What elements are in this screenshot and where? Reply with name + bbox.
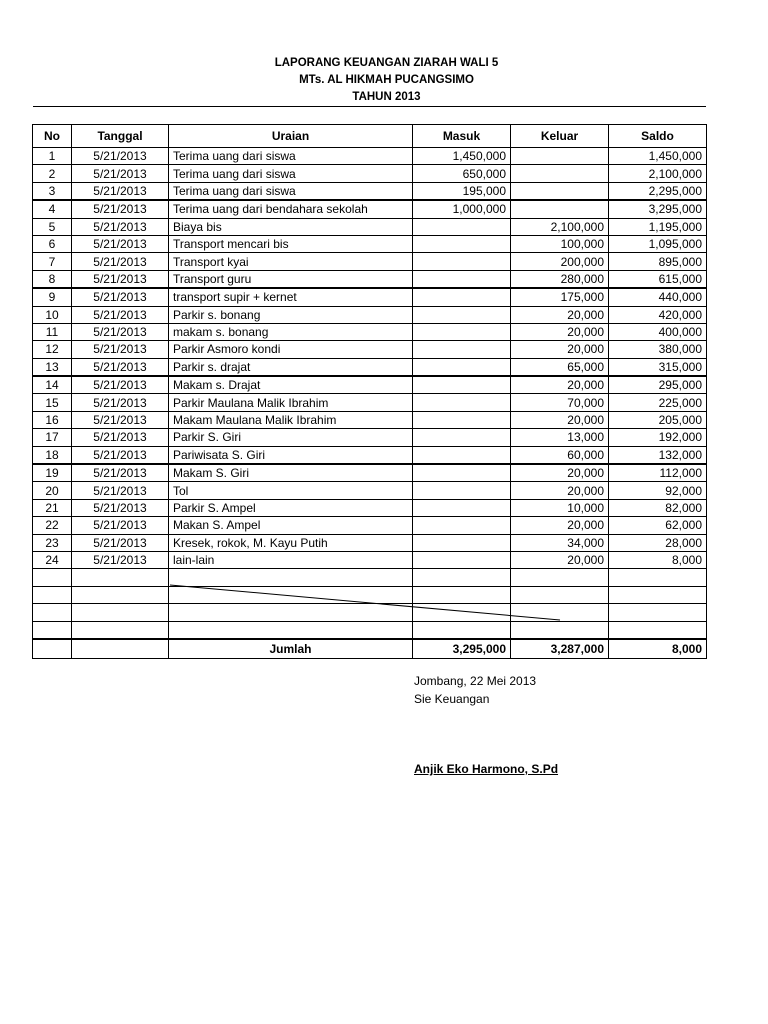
row-no: 11	[33, 323, 72, 340]
row-masuk	[413, 411, 511, 428]
row-keluar: 65,000	[511, 358, 609, 376]
row-saldo: 225,000	[609, 394, 707, 411]
col-header-tanggal: Tanggal	[72, 125, 169, 148]
row-description: Makam Maulana Malik Ibrahim	[169, 411, 413, 428]
row-description: Parkir Maulana Malik Ibrahim	[169, 394, 413, 411]
table-row	[33, 165, 707, 182]
row-saldo: 615,000	[609, 270, 707, 288]
row-no: 2	[33, 165, 72, 182]
row-date: 5/21/2013	[72, 482, 169, 499]
table-row	[33, 182, 707, 200]
row-date: 5/21/2013	[72, 446, 169, 464]
header-rule	[33, 106, 706, 107]
row-date: 5/21/2013	[72, 464, 169, 482]
row-saldo: 92,000	[609, 482, 707, 499]
total-row	[33, 639, 707, 659]
signature-role: Sie Keuangan	[414, 692, 490, 706]
table-row	[33, 551, 707, 568]
row-no: 1	[33, 148, 72, 165]
empty-row	[33, 586, 707, 603]
row-keluar: 20,000	[511, 482, 609, 499]
total-empty-no	[33, 639, 72, 659]
row-no: 18	[33, 446, 72, 464]
row-keluar: 70,000	[511, 394, 609, 411]
empty-cell	[609, 604, 707, 621]
row-date: 5/21/2013	[72, 270, 169, 288]
signature-place-date: Jombang, 22 Mei 2013	[414, 674, 537, 688]
total-label: Jumlah	[169, 639, 413, 659]
table-row	[33, 358, 707, 376]
row-saldo: 112,000	[609, 464, 707, 482]
empty-cell	[609, 621, 707, 639]
row-keluar: 20,000	[511, 464, 609, 482]
row-saldo: 132,000	[609, 446, 707, 464]
row-description: Transport guru	[169, 270, 413, 288]
row-date: 5/21/2013	[72, 411, 169, 428]
row-saldo: 2,295,000	[609, 182, 707, 200]
row-date: 5/21/2013	[72, 551, 169, 568]
row-description: Parkir s. drajat	[169, 358, 413, 376]
row-keluar: 20,000	[511, 411, 609, 428]
total-masuk: 3,295,000	[413, 639, 511, 659]
row-date: 5/21/2013	[72, 394, 169, 411]
row-keluar: 20,000	[511, 376, 609, 394]
row-masuk	[413, 306, 511, 323]
row-description: Parkir Asmoro kondi	[169, 341, 413, 358]
row-date: 5/21/2013	[72, 517, 169, 534]
row-no: 6	[33, 235, 72, 252]
row-description: Tol	[169, 482, 413, 499]
row-saldo: 192,000	[609, 429, 707, 446]
row-saldo: 2,100,000	[609, 165, 707, 182]
row-no: 22	[33, 517, 72, 534]
row-keluar: 20,000	[511, 306, 609, 323]
empty-cell	[511, 604, 609, 621]
row-keluar: 280,000	[511, 270, 609, 288]
empty-cell	[169, 586, 413, 603]
row-masuk	[413, 499, 511, 516]
empty-cell	[609, 586, 707, 603]
row-saldo: 1,195,000	[609, 218, 707, 235]
total-saldo: 8,000	[609, 639, 707, 659]
table-row	[33, 517, 707, 534]
row-masuk	[413, 464, 511, 482]
row-masuk: 1,450,000	[413, 148, 511, 165]
table-row	[33, 341, 707, 358]
row-date: 5/21/2013	[72, 235, 169, 252]
row-description: lain-lain	[169, 551, 413, 568]
table-row	[33, 499, 707, 516]
empty-cell	[413, 604, 511, 621]
row-masuk	[413, 429, 511, 446]
total-keluar: 3,287,000	[511, 639, 609, 659]
table-row	[33, 218, 707, 235]
empty-cell	[169, 569, 413, 586]
row-keluar: 100,000	[511, 235, 609, 252]
row-no: 17	[33, 429, 72, 446]
row-saldo: 895,000	[609, 253, 707, 270]
row-no: 23	[33, 534, 72, 551]
row-keluar: 20,000	[511, 517, 609, 534]
table-row	[33, 306, 707, 323]
row-masuk	[413, 341, 511, 358]
row-saldo: 82,000	[609, 499, 707, 516]
row-date: 5/21/2013	[72, 288, 169, 306]
table-row	[33, 464, 707, 482]
empty-row	[33, 604, 707, 621]
col-header-no: No	[33, 125, 72, 148]
report-header	[0, 55, 768, 106]
row-description: Terima uang dari bendahara sekolah	[169, 200, 413, 218]
row-keluar: 34,000	[511, 534, 609, 551]
row-description: Parkir s. bonang	[169, 306, 413, 323]
table-row	[33, 148, 707, 165]
row-saldo: 315,000	[609, 358, 707, 376]
row-no: 5	[33, 218, 72, 235]
row-saldo: 3,295,000	[609, 200, 707, 218]
row-saldo: 1,450,000	[609, 148, 707, 165]
empty-cell	[169, 604, 413, 621]
row-no: 12	[33, 341, 72, 358]
empty-cell	[72, 604, 169, 621]
table-row	[33, 411, 707, 428]
row-description: Parkir S. Ampel	[169, 499, 413, 516]
table-row	[33, 446, 707, 464]
row-masuk: 1,000,000	[413, 200, 511, 218]
row-keluar	[511, 165, 609, 182]
row-no: 24	[33, 551, 72, 568]
row-description: Terima uang dari siswa	[169, 148, 413, 165]
row-keluar: 20,000	[511, 323, 609, 340]
row-saldo: 62,000	[609, 517, 707, 534]
col-header-masuk: Masuk	[413, 125, 511, 148]
table-row	[33, 394, 707, 411]
row-saldo: 205,000	[609, 411, 707, 428]
empty-cell	[413, 586, 511, 603]
signature-name: Anjik Eko Harmono, S.Pd	[414, 762, 559, 776]
row-keluar: 2,100,000	[511, 218, 609, 235]
row-masuk: 650,000	[413, 165, 511, 182]
row-keluar: 13,000	[511, 429, 609, 446]
table-row	[33, 482, 707, 499]
row-masuk	[413, 551, 511, 568]
row-saldo: 380,000	[609, 341, 707, 358]
row-saldo: 8,000	[609, 551, 707, 568]
row-masuk	[413, 517, 511, 534]
row-date: 5/21/2013	[72, 306, 169, 323]
table-row	[33, 270, 707, 288]
table-header-row	[33, 125, 707, 148]
row-no: 20	[33, 482, 72, 499]
row-description: Makam s. Drajat	[169, 376, 413, 394]
row-date: 5/21/2013	[72, 534, 169, 551]
row-masuk	[413, 288, 511, 306]
row-keluar: 200,000	[511, 253, 609, 270]
row-masuk	[413, 446, 511, 464]
empty-cell	[72, 586, 169, 603]
table-row	[33, 534, 707, 551]
row-date: 5/21/2013	[72, 376, 169, 394]
row-description: Terima uang dari siswa	[169, 182, 413, 200]
row-no: 3	[33, 182, 72, 200]
row-masuk	[413, 534, 511, 551]
empty-cell	[33, 586, 72, 603]
row-no: 19	[33, 464, 72, 482]
table-row	[33, 323, 707, 340]
row-description: Transport mencari bis	[169, 235, 413, 252]
row-date: 5/21/2013	[72, 499, 169, 516]
row-keluar: 20,000	[511, 551, 609, 568]
row-date: 5/21/2013	[72, 200, 169, 218]
row-date: 5/21/2013	[72, 253, 169, 270]
col-header-saldo: Saldo	[609, 125, 707, 148]
row-description: Makam S. Giri	[169, 464, 413, 482]
ledger-table	[32, 124, 707, 659]
row-no: 14	[33, 376, 72, 394]
empty-cell	[511, 586, 609, 603]
row-description: Pariwisata S. Giri	[169, 446, 413, 464]
empty-cell	[609, 569, 707, 586]
row-description: Transport kyai	[169, 253, 413, 270]
row-keluar: 10,000	[511, 499, 609, 516]
row-date: 5/21/2013	[72, 148, 169, 165]
report-title: LAPORANG KEUANGAN ZIARAH WALI 5	[274, 57, 499, 69]
row-no: 10	[33, 306, 72, 323]
row-keluar	[511, 148, 609, 165]
row-date: 5/21/2013	[72, 358, 169, 376]
row-no: 7	[33, 253, 72, 270]
table-row	[33, 253, 707, 270]
row-date: 5/21/2013	[72, 218, 169, 235]
row-masuk: 195,000	[413, 182, 511, 200]
row-description: Parkir S. Giri	[169, 429, 413, 446]
total-empty-date	[72, 639, 169, 659]
empty-row	[33, 621, 707, 639]
row-description: Kresek, rokok, M. Kayu Putih	[169, 534, 413, 551]
row-saldo: 440,000	[609, 288, 707, 306]
row-no: 13	[33, 358, 72, 376]
row-masuk	[413, 235, 511, 252]
row-masuk	[413, 482, 511, 499]
row-description: transport supir + kernet	[169, 288, 413, 306]
school-name: MTs. AL HIKMAH PUCANGSIMO	[299, 74, 474, 86]
row-description: Terima uang dari siswa	[169, 165, 413, 182]
row-no: 16	[33, 411, 72, 428]
empty-cell	[511, 569, 609, 586]
row-date: 5/21/2013	[72, 323, 169, 340]
empty-cell	[511, 621, 609, 639]
ledger-body	[33, 148, 707, 639]
row-description: Biaya bis	[169, 218, 413, 235]
empty-cell	[72, 569, 169, 586]
row-keluar: 60,000	[511, 446, 609, 464]
row-date: 5/21/2013	[72, 182, 169, 200]
row-date: 5/21/2013	[72, 165, 169, 182]
empty-cell	[72, 621, 169, 639]
row-saldo: 420,000	[609, 306, 707, 323]
row-saldo: 295,000	[609, 376, 707, 394]
row-no: 8	[33, 270, 72, 288]
row-saldo: 400,000	[609, 323, 707, 340]
empty-cell	[413, 569, 511, 586]
row-no: 9	[33, 288, 72, 306]
col-header-keluar: Keluar	[511, 125, 609, 148]
row-keluar: 175,000	[511, 288, 609, 306]
empty-cell	[169, 621, 413, 639]
table-row	[33, 429, 707, 446]
empty-cell	[413, 621, 511, 639]
table-row	[33, 235, 707, 252]
table-row	[33, 288, 707, 306]
row-masuk	[413, 270, 511, 288]
row-no: 21	[33, 499, 72, 516]
empty-cell	[33, 621, 72, 639]
row-keluar	[511, 200, 609, 218]
col-header-uraian: Uraian	[169, 125, 413, 148]
row-saldo: 1,095,000	[609, 235, 707, 252]
empty-row	[33, 569, 707, 586]
row-saldo: 28,000	[609, 534, 707, 551]
row-no: 4	[33, 200, 72, 218]
row-masuk	[413, 323, 511, 340]
row-masuk	[413, 218, 511, 235]
report-year: TAHUN 2013	[352, 91, 421, 103]
row-masuk	[413, 253, 511, 270]
row-date: 5/21/2013	[72, 429, 169, 446]
row-masuk	[413, 376, 511, 394]
row-description: makam s. bonang	[169, 323, 413, 340]
empty-cell	[33, 604, 72, 621]
row-keluar	[511, 182, 609, 200]
table-row	[33, 200, 707, 218]
empty-cell	[33, 569, 72, 586]
row-masuk	[413, 358, 511, 376]
table-row	[33, 376, 707, 394]
row-no: 15	[33, 394, 72, 411]
row-description: Makan S. Ampel	[169, 517, 413, 534]
row-masuk	[413, 394, 511, 411]
row-date: 5/21/2013	[72, 341, 169, 358]
row-keluar: 20,000	[511, 341, 609, 358]
